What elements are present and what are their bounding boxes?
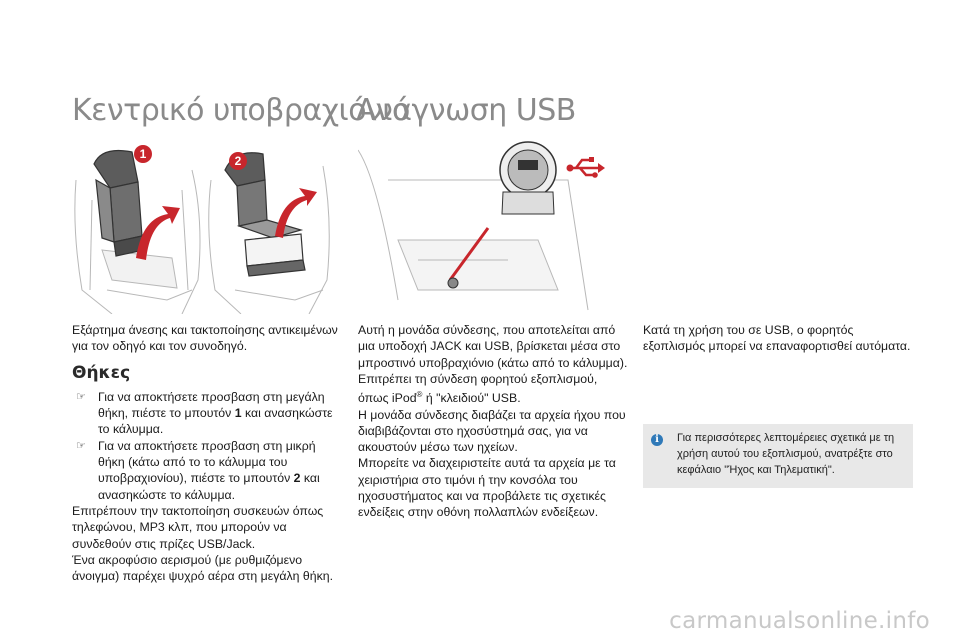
button-ref-2: 2 <box>293 471 301 486</box>
info-box <box>643 424 913 488</box>
usb-symbol-svg <box>566 156 606 180</box>
registered-mark: ® <box>416 390 423 400</box>
armrest-caption: Εξάρτημα άνεσης και τακτοποίησης αντικειμένων για τον οδηγό και τον συνοδηγό. <box>72 323 338 354</box>
badge-2-label: 2 <box>234 154 242 168</box>
devices-paragraph: Επιτρέπουν την τακτοποίηση συσκευών όπως τηλεφώνου, MP3 κλπ, που μπορούν να συνδεθούν στις πρίζες USB/Jack. <box>72 503 324 551</box>
step-badge-2 <box>229 152 247 170</box>
compartments-heading: Θήκες <box>72 362 131 383</box>
section-title-usb: Ανάγνωση USB <box>356 93 576 128</box>
bullet-1-text-a: Για να αποκτήσετε προσβαση στη μεγάλη θήκη, πιέστε το μπουτόν <box>98 389 325 421</box>
section-title-armrest: Κεντρικό υποβραχιόνιο <box>72 93 410 128</box>
charging-paragraph: Κατά τη χρήση του σε USB, ο φορητός εξοπλισμός μπορεί να επαναφορτισθεί αυτόματα. <box>643 323 911 354</box>
arrow-bullet-icon: ☞ <box>76 390 86 403</box>
usb-connection-paragraph <box>358 371 628 407</box>
info-icon: i <box>651 434 663 446</box>
watermark: carmanualsonline.info <box>669 608 930 634</box>
step-badge-1 <box>134 145 152 163</box>
list-item <box>72 389 342 438</box>
usb-manage-paragraph: Μπορείτε να διαχειριστείτε αυτά τα αρχεία με τα χειριστήρια στο τιμόνι ή την κονσόλα του ηχοσυστήματος και να προβάλετε τις σχετικές ενδείξεις στην οθόνη πολλαπλών ενδείξεων. <box>358 456 616 520</box>
vent-paragraph: Ένα ακροφύσιο αερισμού (με ρυθμιζόμενο άνοιγμα) παρέχει ψυχρό αέρα στη μεγάλη θήκη. <box>72 552 333 584</box>
list-item <box>72 438 342 503</box>
usb-reading-paragraph: Η μονάδα σύνδεσης διαβάζει τα αρχεία ήχου που διαβιβάζονται στο ηχοσύστημά σας, για να ακουστούν μέσω των ηχείων. <box>358 407 626 455</box>
usb-symbol-icon <box>566 156 606 180</box>
armrest-drawing-1 <box>72 140 209 314</box>
usb-text-column <box>358 322 628 521</box>
info-box-text: Για περισσότερες λεπτομέρειες σχετικά με τη χρήση αυτού του εξοπλισμού, ανατρέξτε στο κεφάλαιο "Ήχος και Τηλεματική". <box>677 432 895 476</box>
arrow-bullet-icon: ☞ <box>76 439 86 452</box>
usb-connection-text-a: Επιτρέπει τη σύνδεση φορητού εξοπλισμού, όπως iPod <box>358 371 598 406</box>
armrest-text-column <box>72 322 342 584</box>
usb-location-paragraph: Αυτή η μονάδα σύνδεσης, που αποτελείται από μια υποδοχή JACK και USB, βρίσκεται μέσα στο μπροστινό υποβραχιόνιο (κάτω από το κάλυμμα). <box>358 323 628 370</box>
charging-text-column <box>643 322 913 355</box>
bullet-2-text-a: Για να αποκτήσετε προσβαση στη μικρή θήκη (κάτω από το το κάλυμμα του υποβραχιονίου), πιέστε το μπουτόν <box>98 438 316 486</box>
button-ref-1: 1 <box>234 406 242 421</box>
bullet-2-text-b: και ανασηκώστε το κάλυμμα. <box>98 471 320 502</box>
badge-1-label: 1 <box>139 147 147 161</box>
armrest-drawing-2 <box>205 140 335 314</box>
armrest-illustration-small-compartment <box>205 140 335 314</box>
bullet-1-text-b: και ανασηκώστε το κάλυμμα. <box>98 406 333 437</box>
armrest-illustration-large-compartment <box>72 140 209 314</box>
usb-connection-text-b: ή "κλειδιού" USB. <box>422 391 521 406</box>
compartment-instructions-list <box>72 389 342 503</box>
